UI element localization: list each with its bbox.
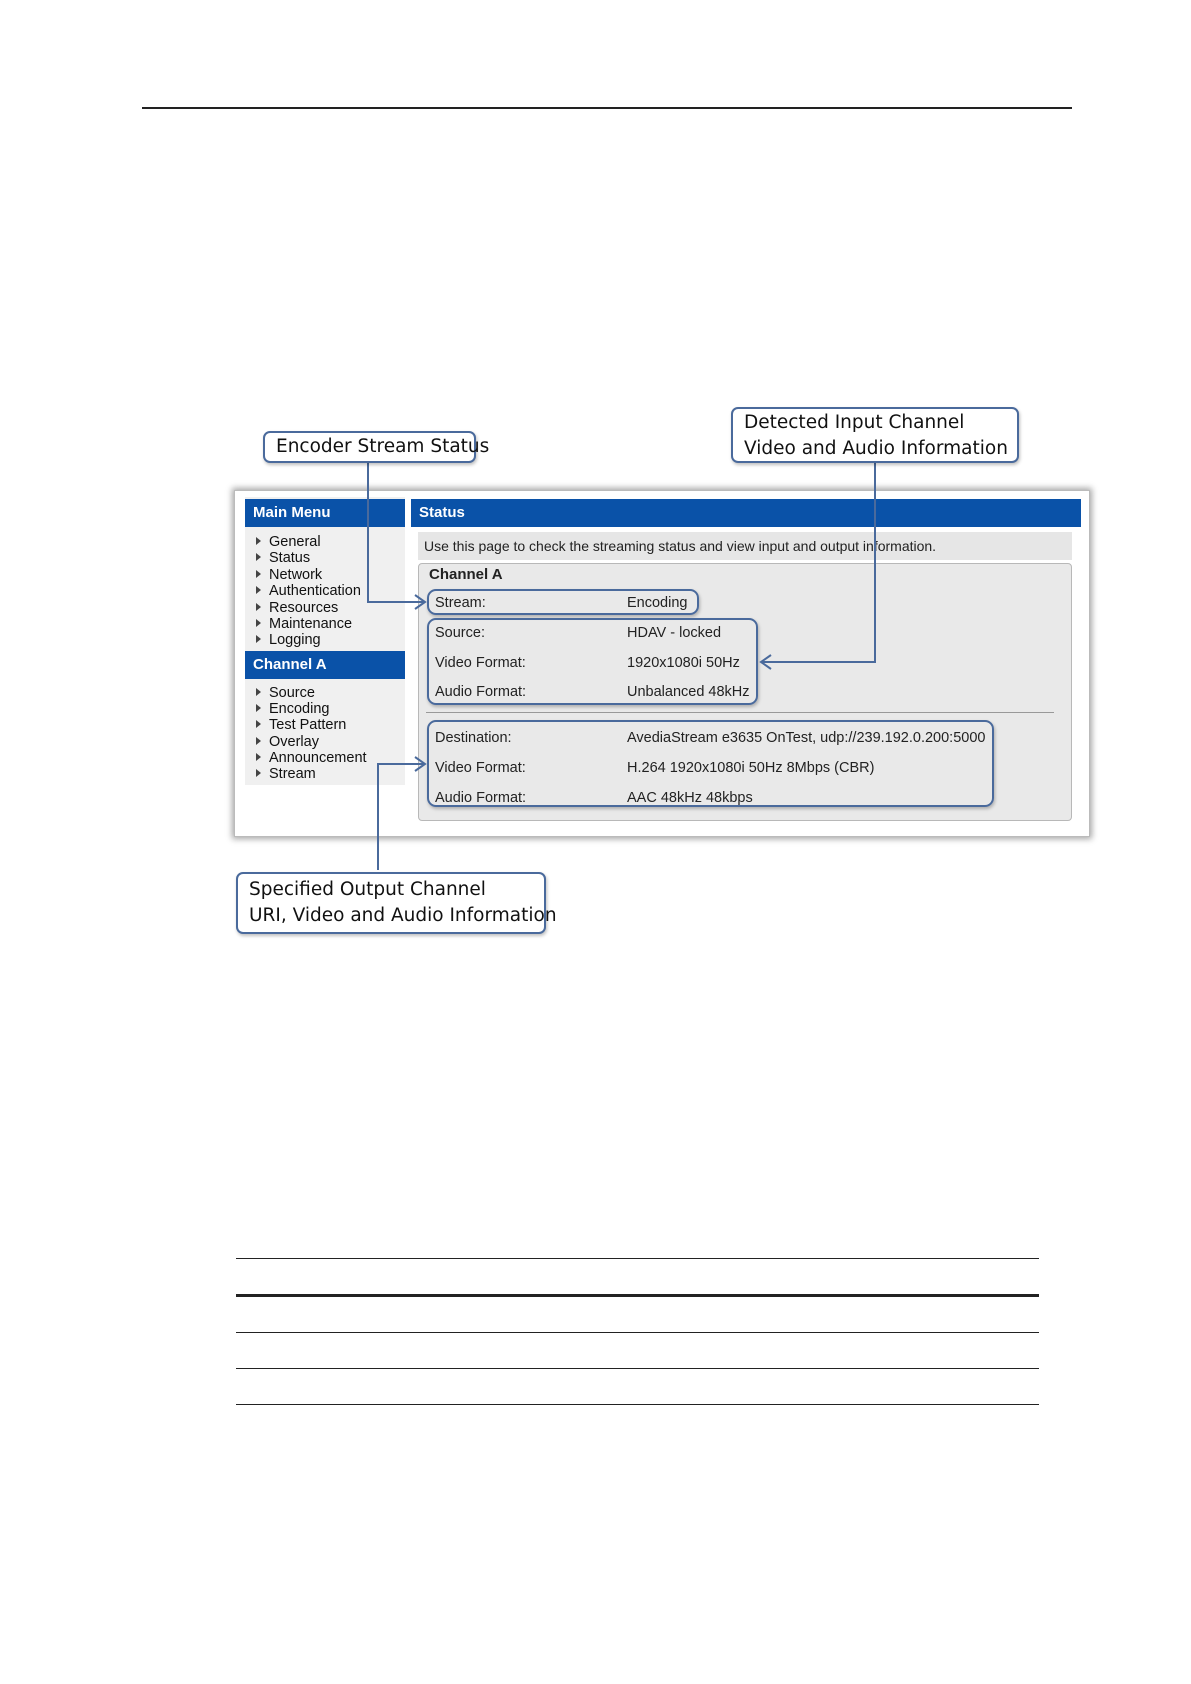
- sidebar-item-status[interactable]: Status: [256, 550, 310, 566]
- callout-specified-output: [236, 872, 557, 934]
- sidebar-item-network[interactable]: Network: [256, 567, 322, 583]
- destination-label: Destination:: [435, 730, 512, 746]
- chevron-right-icon: [256, 635, 261, 643]
- status-header: Status: [411, 499, 1081, 527]
- callout-specified-line2: URI, Video and Audio Information: [249, 905, 557, 926]
- sidebar-item-maintenance[interactable]: Maintenance: [256, 616, 352, 632]
- sidebar-item-resources[interactable]: Resources: [256, 600, 338, 616]
- channel-menu-title: Channel A: [245, 651, 405, 679]
- sidebar-item-encoding[interactable]: Encoding: [256, 701, 329, 717]
- input-video-format-value: 1920x1080i 50Hz: [627, 655, 740, 671]
- sidebar-item-overlay[interactable]: Overlay: [256, 734, 319, 750]
- chevron-right-icon: [256, 737, 261, 745]
- source-value: HDAV - locked: [627, 625, 722, 641]
- sidebar-item-test-pattern[interactable]: Test Pattern: [256, 717, 346, 733]
- sidebar-item-general[interactable]: General: [256, 534, 321, 550]
- table-rule-top: [236, 1258, 1039, 1259]
- chevron-right-icon: [256, 704, 261, 712]
- stream-value: Encoding: [627, 595, 688, 611]
- chevron-right-icon: [256, 553, 261, 561]
- table-rule-row2: [236, 1368, 1039, 1369]
- callout-detected-input: [731, 407, 1019, 463]
- output-audio-format-value: AAC 48kHz 48kbps: [627, 790, 753, 806]
- output-audio-format-label: Audio Format:: [435, 790, 527, 806]
- main-menu-title: Main Menu: [245, 499, 405, 527]
- chevron-right-icon: [256, 603, 261, 611]
- sidebar-item-authentication[interactable]: Authentication: [256, 583, 361, 599]
- callout-detected-line1: Detected Input Channel: [744, 412, 965, 433]
- chevron-right-icon: [256, 619, 261, 627]
- sidebar-item-logging[interactable]: Logging: [256, 632, 321, 648]
- sidebar-item-source[interactable]: Source: [256, 685, 315, 701]
- channel-title: Channel A: [429, 566, 503, 583]
- chevron-right-icon: [256, 720, 261, 728]
- sidebar-item-stream[interactable]: Stream: [256, 766, 316, 782]
- chevron-right-icon: [256, 570, 261, 578]
- callout-encoder-stream-status: [263, 431, 490, 463]
- input-audio-format-value: Unbalanced 48kHz: [627, 684, 750, 700]
- table-rule-bottom: [236, 1404, 1039, 1405]
- table-rule-header: [236, 1294, 1039, 1297]
- output-video-format-value: H.264 1920x1080i 50Hz 8Mbps (CBR): [627, 760, 875, 776]
- input-audio-format-label: Audio Format:: [435, 684, 527, 700]
- destination-value: AvediaStream e3635 OnTest, udp://239.192.0.200:5000: [627, 730, 986, 746]
- status-description: Use this page to check the streaming status and view input and output information.: [418, 532, 1072, 560]
- header-rule: [142, 107, 1072, 109]
- chevron-right-icon: [256, 586, 261, 594]
- input-video-format-label: Video Format:: [435, 655, 526, 671]
- section-divider: [426, 712, 1054, 713]
- chevron-right-icon: [256, 537, 261, 545]
- callout-detected-line2: Video and Audio Information: [744, 438, 1008, 459]
- table-rule-row1: [236, 1332, 1039, 1333]
- chevron-right-icon: [256, 769, 261, 777]
- callout-specified-line1: Specified Output Channel: [249, 879, 486, 900]
- stream-label: Stream:: [435, 595, 486, 611]
- callout-encoder-text: Encoder Stream Status: [276, 436, 490, 457]
- source-label: Source:: [435, 625, 485, 641]
- output-video-format-label: Video Format:: [435, 760, 526, 776]
- chevron-right-icon: [256, 753, 261, 761]
- chevron-right-icon: [256, 688, 261, 696]
- sidebar-item-announcement[interactable]: Announcement: [256, 750, 367, 766]
